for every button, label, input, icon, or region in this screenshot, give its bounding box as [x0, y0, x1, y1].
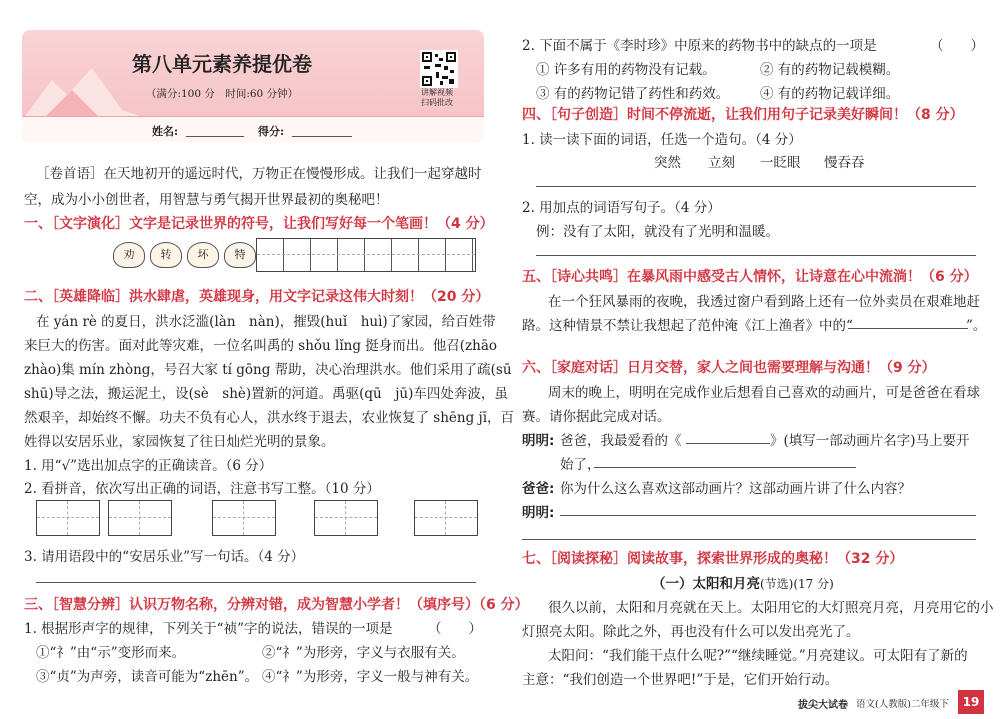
s6-line-1: 周末的晚上，明明在完成作业后想看自己喜欢的动画片，可是爸爸在看球: [548, 385, 980, 401]
page-number: 19: [958, 690, 984, 714]
reading-line-4: 主意：“我们创造一个世界吧!”于是，它们开始行动。: [522, 672, 839, 688]
dialog-speaker-mingming-2: 明明:: [522, 505, 555, 521]
dialog-mingming-1b: 》(填写一部动画片名字)马上要开: [770, 433, 970, 449]
score-field[interactable]: [292, 136, 352, 137]
r-q2-option-2[interactable]: ② 有的药物记载模糊。: [760, 62, 900, 78]
header-banner: [22, 30, 484, 142]
answer-box[interactable]: [414, 500, 478, 536]
s6-answer-line-2[interactable]: [560, 515, 976, 516]
s4-q2-answer-line[interactable]: [536, 255, 976, 256]
qr-code-icon[interactable]: [420, 50, 458, 88]
char-bubble: 劝: [113, 242, 145, 268]
s4-question-2: 2. 用加点的词语写句子。（4 分）: [522, 200, 721, 216]
section-7-heading: 七、［阅读探秘］阅读故事，探索世界形成的奥秘！（32 分）: [522, 551, 904, 567]
passage-line-3: zhào)集 mín zhòng，号召大家 tí gōng 帮助，决心治理洪水。他们采用了疏(sū: [24, 362, 512, 378]
word-item: 一眨眼: [760, 155, 801, 171]
reading-line-2: 灯照亮太阳。除此之外，再也没有什么可以发出亮光了。: [522, 624, 860, 640]
s3-option-4[interactable]: ④“礻”为形旁，字义一般与神有关。: [262, 669, 479, 685]
name-label: 姓名:: [152, 125, 179, 138]
page-title: 第八单元素养提优卷: [132, 52, 312, 76]
s3-option-1[interactable]: ①“礻”由“示”变形而来。: [36, 645, 186, 661]
word-item: 立刻: [708, 155, 735, 171]
s3-q1-paren[interactable]: （ ）: [428, 621, 482, 637]
passage-line-4: shū)导之法，搬运泥土，设(sè shè)置新的河道。禹驱(qū jū)车四处奔波，虽: [24, 386, 508, 402]
s3-option-2[interactable]: ②“礻”为形旁，字义与衣服有关。: [262, 645, 465, 661]
answer-box[interactable]: [314, 500, 378, 536]
reading-title-text: （一）太阳和月亮: [652, 576, 760, 592]
s6-answer-line-3[interactable]: [522, 539, 976, 540]
r-q2-option-1[interactable]: ① 许多有用的药物没有记载。: [536, 62, 716, 78]
intro-line-1: ［卷首语］在天地初开的遥远时代，万物正在慢慢形成。让我们一起穿越时: [36, 166, 482, 182]
reading-title-note: (节选)(17 分): [760, 577, 834, 591]
s2-q3-answer-line[interactable]: [36, 582, 476, 583]
answer-box[interactable]: [36, 500, 100, 536]
answer-box[interactable]: [212, 500, 276, 536]
score-label: 得分:: [258, 125, 285, 138]
exam-meta: （满分:100 分 时间:60 分钟）: [145, 88, 299, 100]
s2-question-1: 1. 用“√”选出加点字的正确读音。（6 分）: [24, 458, 273, 474]
s5-line-1: 在一个狂风暴雨的夜晚，我透过窗户看到路上还有一位外卖员在艰难地赶: [548, 294, 980, 310]
dialog-speaker-mingming: 明明:: [522, 433, 555, 449]
dialog-speaker-dad: 爸爸:: [522, 481, 555, 497]
section-3-heading: 三、［智慧分辨］认识万物名称，分辨对错，成为智慧小学者！（填序号）（6 分）: [24, 597, 529, 613]
r-q2-option-4[interactable]: ④ 有的药物记载详细。: [760, 86, 900, 102]
passage-line-5: 然艰辛，却始终不懈。功夫不负有心人，洪水终于退去，农业恢复了 shēng jī，百: [24, 410, 515, 426]
s4-q1-answer-line[interactable]: [536, 186, 976, 187]
reading-line-3: 太阳问：“我们能干点什么呢?”“继续睡觉。”月亮建议。可太阳有了新的: [548, 648, 968, 664]
section-4-heading: 四、［句子创造］时间不停流逝，让我们用句子记录美好瞬间！（8 分）: [522, 107, 964, 123]
answer-box[interactable]: [108, 500, 172, 536]
s6-line-2: 赛。请你据此完成对话。: [522, 409, 671, 425]
r-q2-paren[interactable]: （ ）: [930, 38, 984, 54]
passage-line-6: 姓得以安居乐业，家园恢复了往日灿烂光明的景象。: [24, 434, 335, 450]
r-q2-option-3[interactable]: ③ 有的药物记错了药性和药效。: [536, 86, 730, 102]
name-field[interactable]: [186, 136, 244, 137]
footer-subject: 语文(人教版)二年级下: [856, 699, 949, 710]
reading-line-1: 很久以前，太阳和月亮就在天上。太阳用它的大灯照亮月亮，月亮用它的小: [548, 600, 994, 616]
footer-brand: 拔尖大试卷: [798, 700, 848, 711]
passage-line-1: 在 yán rè 的夏日，洪水泛滥(làn nàn)，摧毁(huǐ huì)了家园，给百姓带: [36, 314, 496, 330]
reading-title: [652, 572, 834, 592]
name-score-strip: [22, 116, 484, 142]
cartoon-name-field[interactable]: [686, 443, 770, 444]
section-1-heading: 一、［文字演化］文字是记录世界的符号，让我们写好每一个笔画！（4 分）: [24, 216, 494, 232]
dialog-mingming-1c: 始了，: [560, 457, 601, 473]
passage-line-2: 来巨大的伤害。面对此等灾难，一位名叫禹的 shǒu lǐng 挺身而出。他召(zhāo: [24, 338, 498, 354]
dialog-dad: 你为什么这么喜欢这部动画片？这部动画片讲了什么内容？: [560, 481, 911, 497]
word-item: 慢吞吞: [824, 155, 865, 171]
s3-question-1: 1. 根据形声字的规律，下列关于“祯”字的说法，错误的一项是: [24, 621, 393, 637]
intro-line-2: 空，成为小小创世者，用智慧与勇气揭开世界最初的奥秘吧！: [24, 192, 389, 208]
r-question-2: 2. 下面不属于《李时珍》中原来的药物书中的缺点的一项是: [522, 38, 877, 54]
s5-line-2: 路。这种情景不禁让我想起了范仲淹《江上渔者》中的“: [522, 318, 853, 334]
qr-caption-1: 讲解视频: [421, 88, 453, 97]
section-2-heading: 二、［英雄降临］洪水肆虐，英雄现身，用文字记录这伟大时刻！（20 分）: [24, 289, 490, 305]
writing-grid[interactable]: [256, 238, 476, 272]
char-bubble: 坏: [187, 242, 219, 268]
qr-caption-2: 扫码批改: [421, 98, 453, 107]
char-bubble: 特: [224, 242, 256, 268]
char-bubble: 转: [150, 242, 182, 268]
s5-answer-line[interactable]: [848, 328, 968, 329]
section-5-heading: 五、［诗心共鸣］在暴风雨中感受古人情怀，让诗意在心中流淌！（6 分）: [522, 269, 978, 285]
s5-line-2-end: ”。: [966, 318, 987, 334]
word-item: 突然: [654, 155, 681, 171]
s4-example: 例：没有了太阳，就没有了光明和温暖。: [536, 224, 779, 240]
s3-option-3[interactable]: ③“贞”为声旁，读音可能为“zhēn”。: [36, 669, 259, 685]
s4-question-1: 1. 读一读下面的词语，任选一个造句。（4 分）: [522, 132, 802, 148]
s2-question-2: 2. 看拼音，依次写出正确的词语，注意书写工整。（10 分）: [24, 481, 380, 497]
dialog-mingming-1a: 爸爸，我最爱看的《: [560, 433, 682, 449]
section-6-heading: 六、［家庭对话］日月交替，家人之间也需要理解与沟通！（9 分）: [522, 360, 936, 376]
s2-question-3: 3. 请用语段中的“安居乐业”写一句话。（4 分）: [24, 549, 305, 565]
s6-answer-line-1[interactable]: [594, 467, 856, 468]
